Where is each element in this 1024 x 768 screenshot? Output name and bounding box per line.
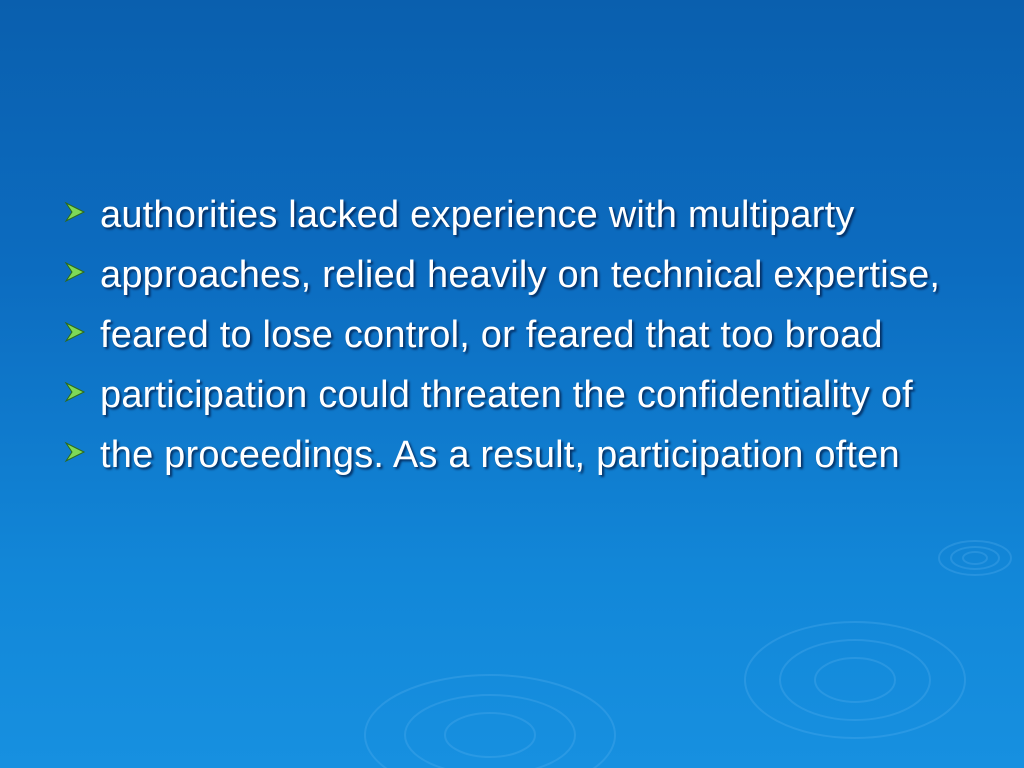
green-arrow-bullet-icon [64,308,100,343]
bullet-item [64,248,964,302]
bullet-item [64,368,964,422]
bullet-text: participation could threaten the confidentiality of [100,374,913,416]
bullet-text: feared to lose control, or feared that too broad [100,314,883,356]
bullet-item [64,188,964,242]
green-arrow-bullet-icon [64,248,100,283]
bullet-text: approaches, relied heavily on technical expertise, [100,254,941,296]
green-arrow-bullet-icon [64,368,100,403]
green-arrow-bullet-icon [64,188,100,223]
green-arrow-bullet-icon [64,428,100,463]
bullet-list [64,188,964,488]
bullet-item [64,308,964,362]
bullet-text: the proceedings. As a result, participation often [100,434,900,476]
bullet-item [64,428,964,482]
bullet-text: authorities lacked experience with multiparty [100,194,855,236]
